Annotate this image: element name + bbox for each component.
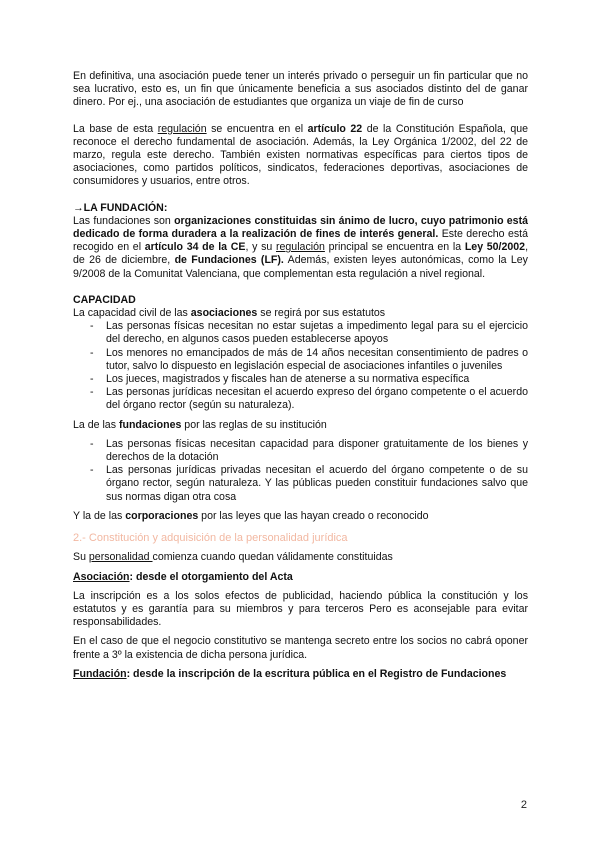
fundacion-subheading: Fundación: desde la inscripción de la escritura pública en el Registro de Fundaciones	[73, 667, 507, 680]
list-item: - Las personas jurídicas necesitan el acuerdo expreso del órgano competente o el acuerdo del órgano rector (según su naturaleza).	[73, 386, 528, 412]
paragraph-negocio-secreto: En el caso de que el negocio constitutivo se mantenga secreto entre los socios no cabrá oponer frente a 3º la existencia de dicha persona jurídica.	[73, 635, 528, 661]
capacidad-fundaciones-intro: La de las fundaciones por las reglas de su institución	[73, 418, 327, 431]
capacidad-heading: CAPACIDAD	[73, 293, 136, 306]
asociaciones-capacity-list	[73, 320, 528, 412]
paragraph-fundacion: Las fundaciones son organizaciones constituidas sin ánimo de lucro, cuyo patrimonio está dedicado de forma duradera a la realización de fines de interés general. Este derecho está recogido en el artículo 34 de la CE, y su regulación principal se encuentra en la Ley 50/2002, de 26 de diciembre, de Fundaciones (LF). Además, existen leyes autonómicas, como la Ley 9/2008 de la Comunitat Valenciana, que complementan esta regulación a nivel regional.	[73, 214, 529, 280]
page-content	[73, 70, 528, 681]
list-item: - Los menores no emancipados de más de 14 años necesitan consentimiento de padres o tutor, salvo lo dispuesto en legislación especial de asociaciones infantiles o juveniles	[73, 347, 528, 373]
section-title-constitucion: 2.- Constitución y adquisición de la personalidad jurídica	[73, 532, 348, 545]
regulacion-underline: regulación	[157, 122, 207, 135]
list-item: - Las personas físicas necesitan capacidad para disponer gratuitamente de los bienes y derechos de la dotación	[73, 438, 528, 464]
asociacion-subheading: Asociación: desde el otorgamiento del Acta	[73, 570, 293, 583]
list-item: - Las personas físicas necesitan no estar sujetas a impedimento legal para su el ejercicio del derecho, en algunos casos pueden establecerse apoyos	[73, 320, 528, 346]
list-item: - Las personas jurídicas privadas necesitan el acuerdo del órgano competente o de su órgano rector, según naturaleza. Y las públicas pueden constituir fundaciones salvo que sus normas digan otra cosa	[73, 464, 528, 504]
fundaciones-capacity-list	[73, 438, 528, 504]
paragraph-inscripcion-asociacion: La inscripción es a los solos efectos de publicidad, haciendo pública la constitución y los estatutos y es garantía para su miembros y para terceros Pero es aconsejable para evitar responsabilidades.	[73, 589, 528, 629]
paragraph-regulacion-asociacion: La base de esta regulación se encuentra en el artículo 22 de la Constitución Española, que reconoce el derecho fundamental de asociación. Además, la Ley Orgánica 1/2002, del 22 de marzo, regula este derecho. También existen normativas específicas para ciertos tipos de asociaciones, como partidos políticos, sindicatos, federaciones deportivas, asociaciones de consumidores y usuarios, entre otros.	[73, 122, 528, 188]
page-number: 2	[520, 799, 527, 811]
list-item: - Los jueces, magistrados y fiscales han de atenerse a su normativa específica	[73, 373, 528, 386]
capacidad-corporaciones: Y la de las corporaciones por las leyes que las hayan creado o reconocido	[73, 509, 429, 522]
paragraph-personalidad: Su personalidad comienza cuando quedan válidamente constituidas	[73, 551, 393, 564]
fundacion-heading: →LA FUNDACIÓN:	[73, 201, 168, 214]
paragraph-asociacion-definicion: En definitiva, una asociación puede tener un interés privado o perseguir un fin particular que no sea lucrativo, esto es, un fin que únicamente beneficia a sus asociados distinto del de ganar dinero. Por ej., una asociación de estudiantes que organiza un viaje de fin de curso	[73, 70, 528, 109]
capacidad-asociaciones-intro: La capacidad civil de las asociaciones se regirá por sus estatutos	[73, 307, 386, 320]
